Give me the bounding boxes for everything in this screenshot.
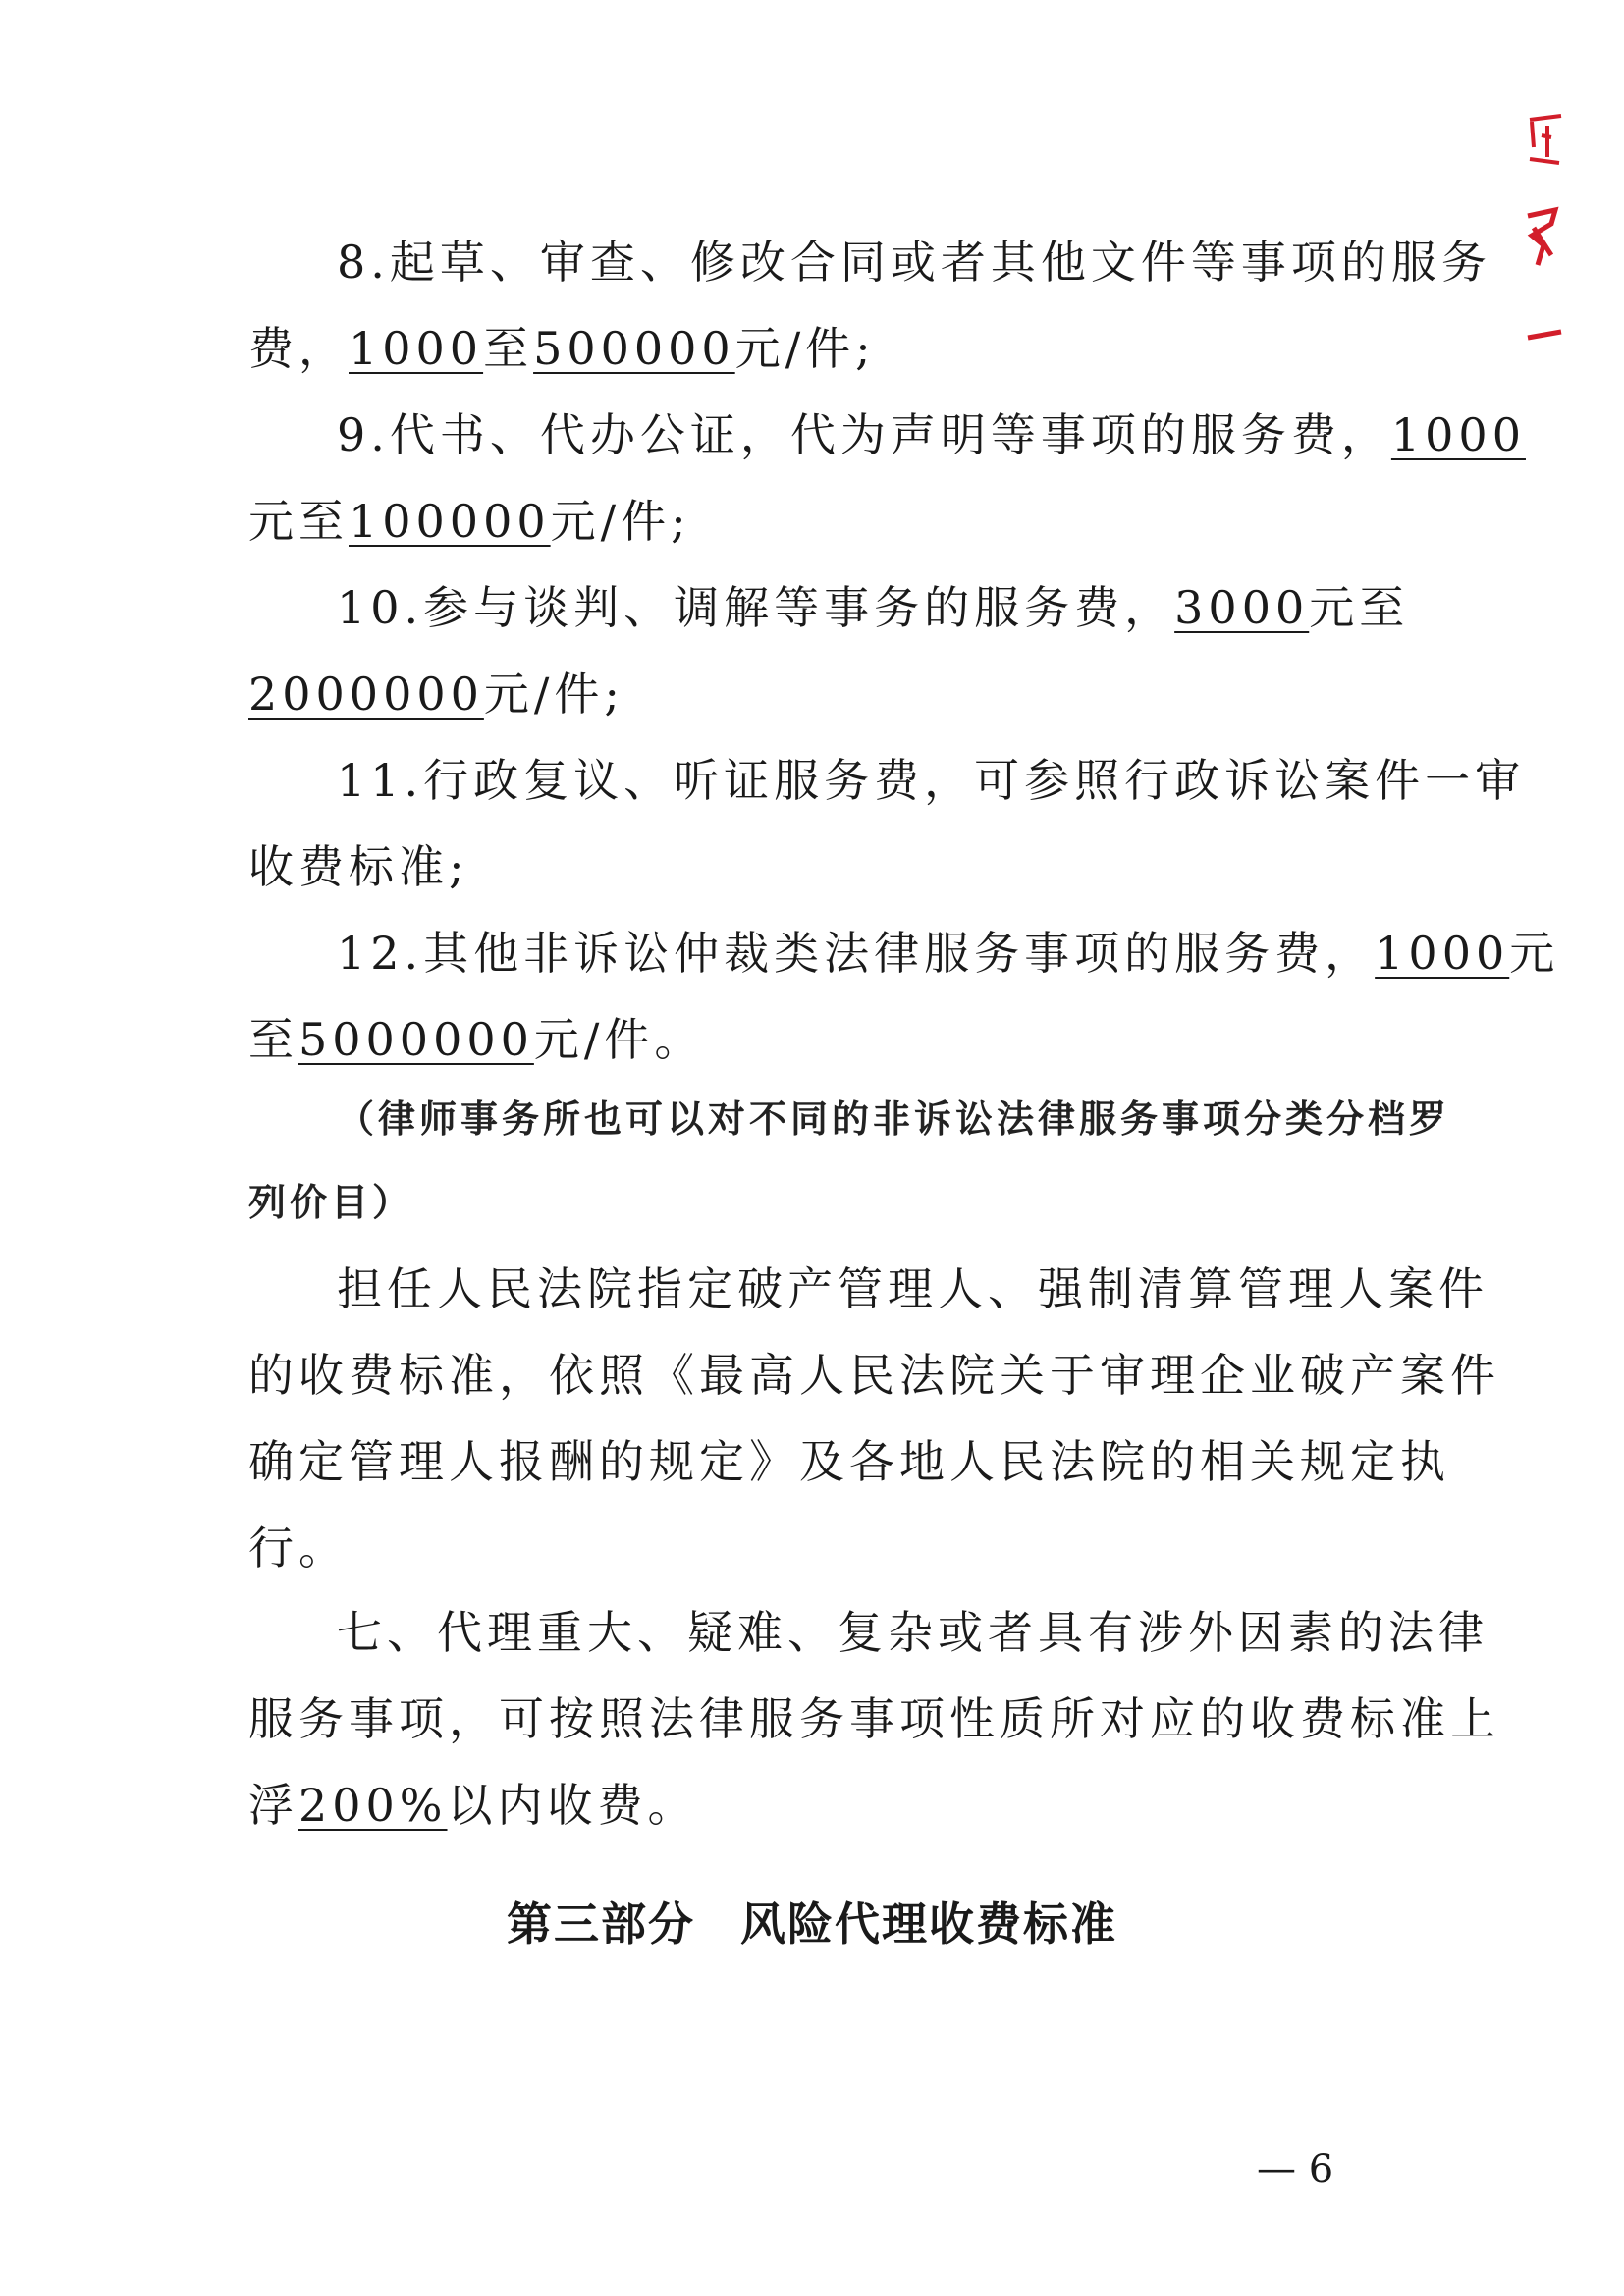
- item-11-line-1: 11.行政复议、听证服务费，可参照行政诉讼案件一审: [337, 754, 1526, 807]
- section-7-line-2: 服务事项，可按照法律服务事项性质所对应的收费标准上: [248, 1692, 1500, 1745]
- fee-max: 5000000: [298, 1013, 534, 1066]
- fee-min: 3000: [1174, 581, 1310, 634]
- item-12-line-1: 12.其他非诉讼仲裁类法律服务事项的服务费，1000元: [337, 927, 1560, 980]
- heading-title: 风险代理收费标准: [740, 1897, 1117, 1950]
- fee-min: 1000: [1390, 408, 1526, 461]
- item-10-line-1: 10.参与谈判、调解等事务的服务费，3000元至: [337, 581, 1410, 634]
- note-line-2: 列价目）: [248, 1181, 414, 1224]
- fee-max: 2000000: [248, 667, 484, 721]
- section-7-line-3: 浮200%以内收费。: [248, 1779, 698, 1832]
- bankruptcy-line-3: 确定管理人报酬的规定》及各地人民法院的相关规定执: [248, 1435, 1450, 1488]
- fee-min: 1000: [1375, 927, 1510, 980]
- bankruptcy-line-4: 行。: [248, 1522, 349, 1575]
- item-8-line-1: 8.起草、审查、修改合同或者其他文件等事项的服务: [337, 236, 1491, 289]
- item-12-line-2: 至5000000元/件。: [248, 1013, 705, 1066]
- bankruptcy-line-2: 的收费标准，依照《最高人民法院关于审理企业破产案件: [248, 1349, 1500, 1402]
- heading-part: 第三部分: [507, 1897, 695, 1950]
- bankruptcy-line-1: 担任人民法院指定破产管理人、强制清算管理人案件: [337, 1262, 1489, 1315]
- item-8-line-2: 费，1000至500000元/件;: [248, 322, 876, 375]
- red-seal-fragment: [1522, 108, 1581, 353]
- markup-percent: 200%: [298, 1779, 448, 1832]
- section-7-line-1: 七、代理重大、疑难、复杂或者具有涉外因素的法律: [337, 1606, 1489, 1659]
- item-10-line-2: 2000000元/件;: [248, 667, 624, 721]
- fee-max: 500000: [533, 322, 735, 375]
- section-heading: [0, 1895, 1624, 1953]
- fee-max: 100000: [349, 495, 551, 548]
- fee-min: 1000: [349, 322, 484, 375]
- page-number: — 6: [1257, 2147, 1334, 2192]
- item-11-line-2: 收费标准;: [248, 840, 469, 893]
- item-9-line-1: 9.代书、代办公证，代为声明等事项的服务费，1000: [337, 408, 1526, 461]
- note-line-1: （律师事务所也可以对不同的非诉讼法律服务事项分类分档罗: [337, 1097, 1451, 1141]
- item-9-line-2: 元至100000元/件;: [248, 495, 691, 548]
